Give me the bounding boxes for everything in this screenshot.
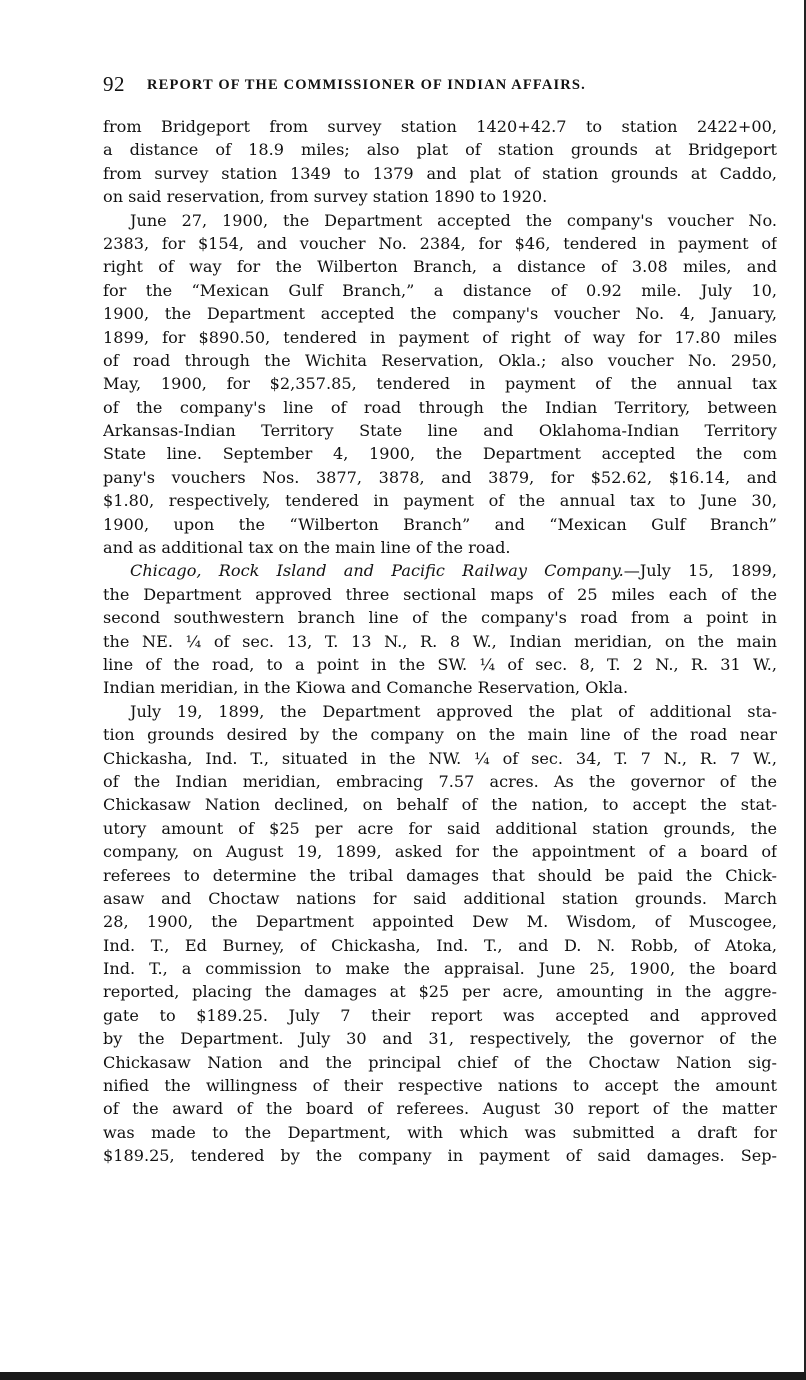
scan-bottom-edge xyxy=(0,1372,806,1380)
running-title: REPORT OF THE COMMISSIONER OF INDIAN AFFAIRS. xyxy=(147,77,586,93)
text-line: $1.80, respectively, tendered in payment of the annual tax to June 30, xyxy=(103,491,777,511)
text-line: 2383, for $154, and voucher No. 2384, for $46, tendered in payment of xyxy=(103,233,777,253)
paragraph-4 xyxy=(103,700,777,1168)
text-line: Ind. T., Ed Burney, of Chickasha, Ind. T., and D. N. Robb, of Atoka, xyxy=(103,935,777,955)
text-line: Chickasaw Nation and the principal chief of the Choctaw Nation sig- xyxy=(103,1052,777,1072)
text-line: Ind. T., a commission to make the appraisal. June 25, 1900, the board xyxy=(103,959,777,979)
text-line: asaw and Choctaw nations for said additional station grounds. March xyxy=(103,888,777,908)
text-line: the NE. ¼ of sec. 13, T. 13 N., R. 8 W., Indian meridian, on the main xyxy=(103,631,777,651)
text-line: tion grounds desired by the company on the main line of the road near xyxy=(103,725,777,745)
text-line: 28, 1900, the Department appointed Dew M. Wisdom, of Muscogee, xyxy=(103,912,777,932)
text-line: and as additional tax on the main line of the road. xyxy=(103,538,511,558)
text-line: reported, placing the damages at $25 per acre, amounting in the aggre- xyxy=(103,982,777,1002)
paragraph-3 xyxy=(103,559,777,699)
text-line: the Department approved three sectional maps of 25 miles each of the xyxy=(103,584,777,604)
text-line: Chickasha, Ind. T., situated in the NW. ¼ of sec. 34, T. 7 N., R. 7 W., xyxy=(103,748,777,768)
text-line: by the Department. July 30 and 31, respectively, the governor of the xyxy=(103,1029,777,1049)
text-line: 1900, upon the “Wilberton Branch” and “Mexican Gulf Branch” xyxy=(103,514,777,534)
text-line: of the Indian meridian, embracing 7.57 acres. As the governor of the xyxy=(103,771,777,791)
text-line: for the “Mexican Gulf Branch,” a distance of 0.92 mile. July 10, xyxy=(103,280,777,300)
text-line: July 19, 1899, the Department approved the plat of additional sta- xyxy=(130,701,777,721)
text-line: State line. September 4, 1900, the Department accepted the com xyxy=(103,444,777,464)
text-line xyxy=(103,559,777,582)
text-line: second southwestern branch line of the company's road from a point in xyxy=(103,608,777,628)
running-header xyxy=(103,72,783,100)
text-line: May, 1900, for $2,357.85, tendered in payment of the annual tax xyxy=(103,374,777,394)
text-line: line of the road, to a point in the SW. ¼ of sec. 8, T. 2 N., R. 31 W., xyxy=(103,654,777,674)
text-line: referees to determine the tribal damages that should be paid the Chick- xyxy=(103,865,777,885)
text-line: company, on August 19, 1899, asked for the appointment of a board of xyxy=(103,842,777,862)
body-text xyxy=(103,115,777,1265)
text-line: from Bridgeport from survey station 1420+42.7 to station 2422+00, xyxy=(103,117,777,136)
text-line: Indian meridian, in the Kiowa and Comanche Reservation, Okla. xyxy=(103,678,629,698)
text-line: was made to the Department, with which was submitted a draft for xyxy=(103,1122,777,1142)
paragraph-2 xyxy=(103,209,777,560)
paragraph-1 xyxy=(103,115,777,209)
heading-date: —July 15, 1899, xyxy=(623,561,777,581)
text-line: Arkansas-Indian Territory State line and Oklahoma-Indian Territory xyxy=(103,421,777,441)
page-number: 92 xyxy=(103,72,125,96)
text-line: utory amount of $25 per acre for said additional station grounds, the xyxy=(103,818,777,838)
text-line: of the award of the board of referees. August 30 report of the matter xyxy=(103,1099,777,1119)
text-line: Chickasaw Nation declined, on behalf of the nation, to accept the stat- xyxy=(103,795,777,815)
text-line: a distance of 18.9 miles; also plat of station grounds at Bridgeport xyxy=(103,140,777,160)
text-line: of road through the Wichita Reservation, Okla.; also voucher No. 2950, xyxy=(103,350,777,370)
text-line: of the company's line of road through the Indian Territory, between xyxy=(103,397,777,417)
text-line: nified the willingness of their respective nations to accept the amount xyxy=(103,1076,777,1096)
text-line: $189.25, tendered by the company in payment of said damages. Sep- xyxy=(103,1146,777,1166)
text-line: June 27, 1900, the Department accepted the company's voucher No. xyxy=(130,210,777,230)
text-line: 1899, for $890.50, tendered in payment of right of way for 17.80 miles xyxy=(103,327,777,347)
text-line: right of way for the Wilberton Branch, a distance of 3.08 miles, and xyxy=(103,257,777,277)
text-line: on said reservation, from survey station 1890 to 1920. xyxy=(103,187,548,207)
text-line: 1900, the Department accepted the company's voucher No. 4, January, xyxy=(103,304,777,324)
text-line: from survey station 1349 to 1379 and plat of station grounds at Caddo, xyxy=(103,163,777,183)
text-line: gate to $189.25. July 7 their report was accepted and approved xyxy=(103,1005,777,1025)
company-heading: Chicago, Rock Island and Pacific Railway Company. xyxy=(130,561,624,581)
text-line: pany's vouchers Nos. 3877, 3878, and 3879, for $52.62, $16.14, and xyxy=(103,467,777,487)
